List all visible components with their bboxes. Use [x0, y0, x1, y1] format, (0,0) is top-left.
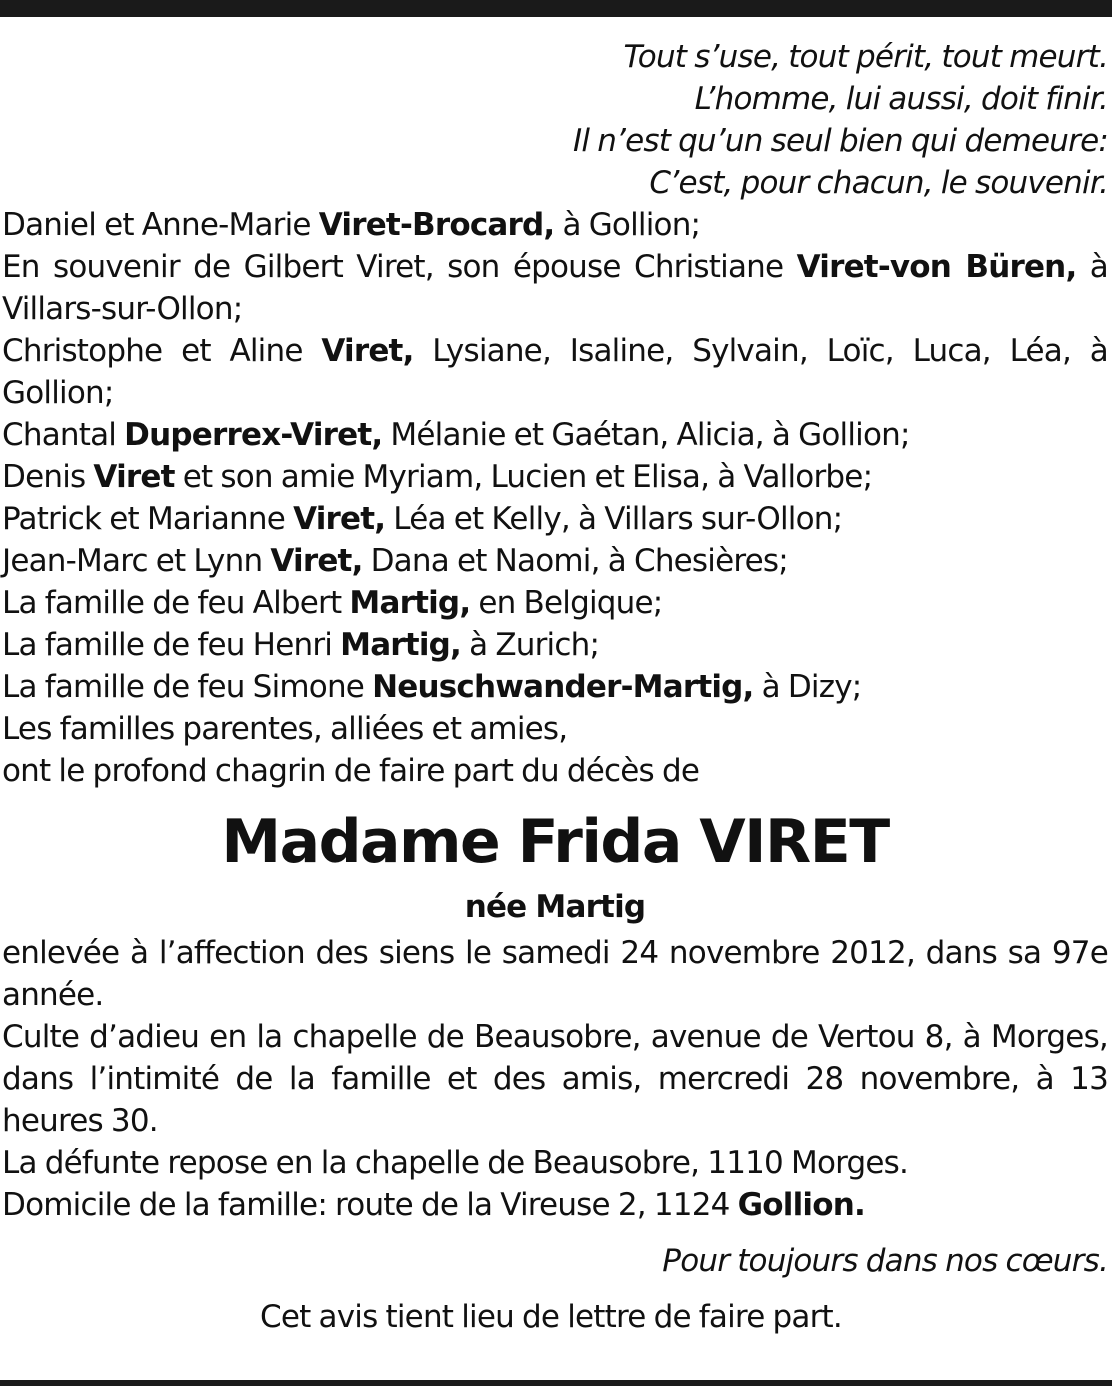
family-entry: Christophe et Aline Viret, Lysiane, Isaline, Sylvain, Loïc, Luca, Léa, à Gollion;: [2, 333, 1108, 411]
death-text: enlevée à l’affection des siens le samedi 24 novembre 2012, dans sa 97e année.: [2, 935, 1108, 1013]
ceremony-text: Culte d’adieu en la chapelle de Beausobre, avenue de Vertou 8, à Morges, dans l’intimité de la famille et des amis, mercredi 28 novembre, à 13 heures 30.: [2, 1019, 1108, 1139]
family-surname: Viret,: [321, 333, 414, 369]
family-surname: Viret-Brocard,: [318, 207, 555, 243]
family-surname: Viret,: [270, 543, 363, 579]
family-entry: Chantal Duperrex-Viret, Mélanie et Gaétan, Alicia, à Gollion;: [2, 417, 910, 453]
relatives-line: Les familles parentes, alliées et amies,: [2, 711, 568, 747]
family-entry: La famille de feu Albert Martig, en Belgique;: [2, 585, 663, 621]
repose-text: La défunte repose en la chapelle de Beausobre, 1110 Morges.: [2, 1145, 909, 1181]
family-entry: La famille de feu Henri Martig, à Zurich;: [2, 627, 600, 663]
family-surname: Viret: [93, 459, 175, 495]
family-surname: Martig,: [349, 585, 471, 621]
family-surname: Martig,: [340, 627, 462, 663]
top-rule: [0, 0, 1112, 17]
family-entry: Patrick et Marianne Viret, Léa et Kelly, à Villars sur-Ollon;: [2, 501, 843, 537]
announcement-line: ont le profond chagrin de faire part du décès de: [2, 753, 700, 789]
bottom-rule: [0, 1380, 1112, 1386]
family-entry: Daniel et Anne-Marie Viret-Brocard, à Gollion;: [2, 207, 701, 243]
family-address: Domicile de la famille: route de la Vireuse 2, 1124 Gollion.: [2, 1187, 866, 1223]
family-surname: Neuschwander-Martig,: [372, 669, 754, 705]
poem-line: L’homme, lui aussi, doit finir.: [694, 81, 1108, 117]
closing-line: Pour toujours dans nos cœurs.: [662, 1243, 1108, 1279]
poem-line: Il n’est qu’un seul bien qui demeure:: [573, 123, 1108, 159]
family-surname: Viret,: [293, 501, 386, 537]
poem-line: Tout s’use, tout périt, tout meurt.: [623, 39, 1108, 75]
family-entry: En souvenir de Gilbert Viret, son épouse Christiane Viret-von Büren, à Villars-sur-Ollon;: [2, 249, 1108, 327]
footer-note: Cet avis tient lieu de lettre de faire part.: [260, 1299, 842, 1335]
family-surname: Duperrex-Viret,: [124, 417, 383, 453]
family-list: [2, 204, 1108, 792]
deceased-name: Madame Frida VIRET: [221, 807, 889, 877]
family-entry: Denis Viret et son amie Myriam, Lucien et Elisa, à Vallorbe;: [2, 459, 873, 495]
family-surname: Viret-von Büren,: [796, 249, 1077, 285]
family-entry: La famille de feu Simone Neuschwander-Martig, à Dizy;: [2, 669, 862, 705]
family-entry: Jean-Marc et Lynn Viret, Dana et Naomi, à Chesières;: [2, 543, 788, 579]
poem-line: C’est, pour chacun, le souvenir.: [649, 165, 1108, 201]
poem: [2, 36, 1108, 204]
address-town: Gollion.: [737, 1187, 866, 1223]
maiden-name: née Martig: [464, 889, 646, 925]
obituary-notice: [2, 36, 1108, 1338]
